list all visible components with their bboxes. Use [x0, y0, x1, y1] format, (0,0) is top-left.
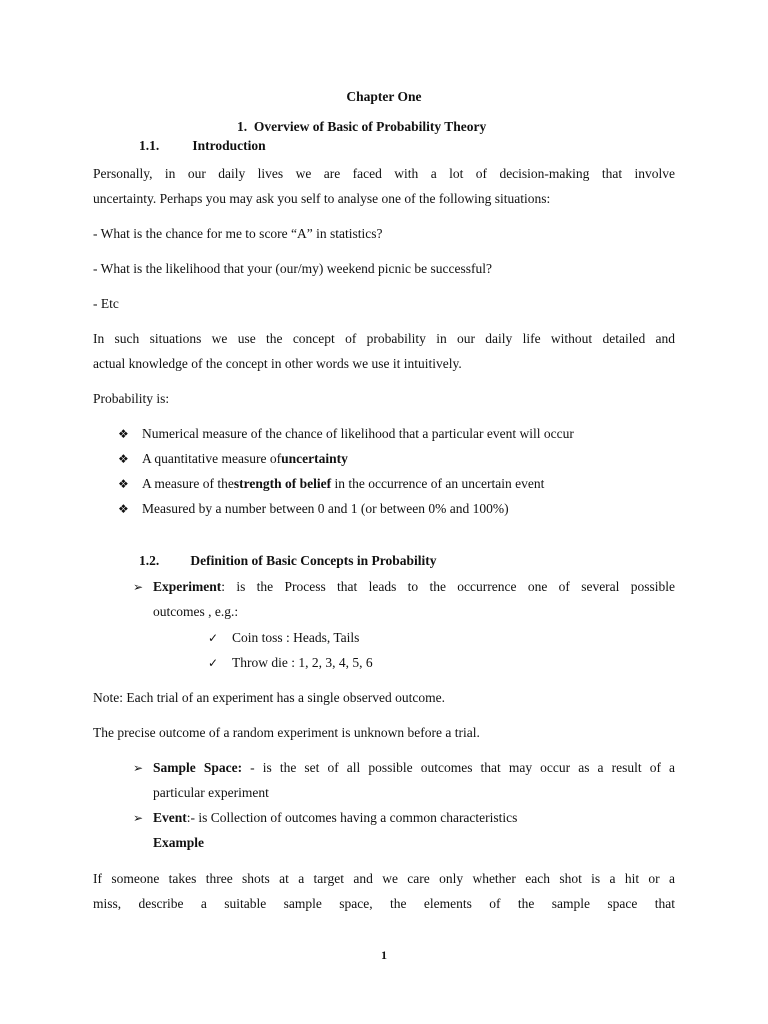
bullet-text-after: in the occurrence of an uncertain event: [331, 476, 545, 491]
intro-paragraph-line-2: uncertainty. Perhaps you may ask you self to analyse one of the following situations:: [93, 191, 551, 206]
situation-etc: - Etc: [93, 296, 119, 311]
experiment-example-1: [208, 630, 359, 646]
section-1-title: Overview of Basic of Probability Theory: [253, 119, 487, 134]
diamond-bullet-icon: ❖: [118, 427, 129, 441]
check-icon: ✓: [208, 631, 219, 645]
note-text: Note: Each trial of an experiment has a single observed outcome.: [93, 690, 446, 705]
check-icon: ✓: [208, 656, 219, 670]
bullet-bold-text: uncertainty: [281, 451, 348, 466]
diamond-bullet-icon: ❖: [118, 502, 129, 516]
event-definition: [133, 810, 517, 826]
section-1-1-title: Introduction: [192, 138, 266, 153]
intro-paragraph-line-1: Personally, in our daily lives we are faced with a lot of decision-making that involve: [93, 166, 675, 181]
section-1-2-number: 1.2.: [139, 553, 160, 568]
probability-bullet-4: [118, 501, 509, 517]
probability-bullet-3: [118, 476, 544, 492]
section-1-1-number: 1.1.: [139, 138, 160, 153]
bullet-text: A measure of the: [142, 476, 234, 491]
diamond-bullet-icon: ❖: [118, 477, 129, 491]
probability-is-label: Probability is:: [93, 391, 170, 406]
example-text: Coin toss : Heads, Tails: [232, 630, 360, 645]
event-definition-text: :- is Collection of outcomes having a common characteristics: [186, 810, 518, 825]
event-term: Event: [153, 810, 187, 825]
experiment-example-2: [208, 655, 373, 671]
diamond-bullet-icon: ❖: [118, 452, 129, 466]
example-paragraph-line-1: If someone takes three shots at a target and we care only whether each shot is a hit or a: [93, 871, 675, 886]
example-paragraph-line-2: miss, describe a suitable sample space, the elements of the sample space that: [93, 896, 675, 911]
arrow-bullet-icon: ➢: [133, 761, 144, 775]
bullet-text: A quantitative measure of: [142, 451, 282, 466]
precise-outcome-text: The precise outcome of a random experiment is unknown before a trial.: [93, 725, 480, 740]
section-1-2-heading: [139, 553, 437, 569]
concept-paragraph-line-2: actual knowledge of the concept in other words we use it intuitively.: [93, 356, 462, 371]
bullet-text: Measured by a number between 0 and 1 (or between 0% and 100%): [142, 501, 509, 516]
probability-bullet-1: [118, 426, 574, 442]
page-number: 1: [381, 948, 387, 962]
chapter-title: Chapter One: [346, 89, 422, 104]
concept-paragraph-line-1: In such situations we use the concept of probability in our daily life without detailed and: [93, 331, 675, 346]
sample-space-definition-line-1: [133, 760, 675, 776]
probability-bullet-2: [118, 451, 348, 467]
experiment-definition: : is the Process that leads to the occurrence one of several possible: [221, 579, 675, 594]
example-text: Throw die : 1, 2, 3, 4, 5, 6: [232, 655, 373, 670]
section-1-2-title: Definition of Basic Concepts in Probability: [190, 553, 437, 568]
section-1-1-heading: [139, 138, 266, 154]
situation-1: - What is the chance for me to score “A” in statistics?: [93, 226, 383, 241]
arrow-bullet-icon: ➢: [133, 580, 144, 594]
experiment-definition-line-2: outcomes , e.g.:: [153, 604, 239, 619]
experiment-term: Experiment: [153, 579, 222, 594]
sample-space-definition-line-2: particular experiment: [153, 785, 269, 800]
sample-space-definition: - is the set of all possible outcomes that may occur as a result of a: [242, 760, 676, 775]
situation-2: - What is the likelihood that your (our/my) weekend picnic be successful?: [93, 261, 493, 276]
arrow-bullet-icon: ➢: [133, 811, 144, 825]
sample-space-term: Sample Space:: [153, 760, 243, 775]
bullet-text: Numerical measure of the chance of likelihood that a particular event will occur: [142, 426, 574, 441]
experiment-definition-line-1: [133, 579, 675, 595]
bullet-bold-text: strength of belief: [233, 476, 332, 491]
example-heading: Example: [153, 835, 205, 850]
section-1-heading: [237, 119, 486, 135]
section-1-number: 1.: [237, 119, 248, 134]
